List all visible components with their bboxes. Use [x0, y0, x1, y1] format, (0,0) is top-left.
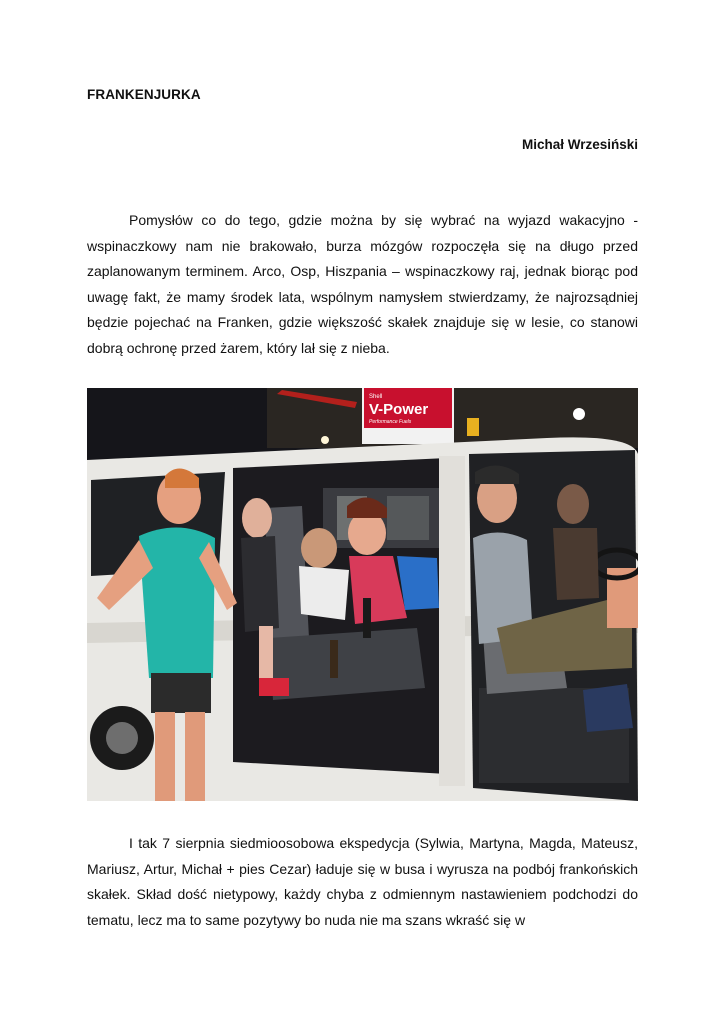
sign-subtext: Performance Fuels	[369, 419, 412, 425]
sign-brand: Shell	[369, 394, 383, 400]
author-name: Michał Wrzesiński	[521, 137, 638, 152]
sign-text: V-Power	[369, 401, 429, 418]
paragraph-intro: Pomysłów co do tego, gdzie można by się wybrać na wyjazd wakacyjno - wspinaczkowy nam nie brakowało, burza mózgów rozpoczęła się na długo przed zaplanowanym terminem. Arco, Osp, Hiszpania – wspinaczkowy raj, jednak biorąc pod uwagę fakt, że mamy środek lata, wspólnym namysłem stwierdzamy, że najrozsądniej będzie pojechać na Franken, gdzie większość skałek znajduje się w lesie, co stanowi dobrą ochronę przed żarem, który lał się z nieba.	[87, 212, 638, 356]
group-photo-van	[87, 388, 638, 801]
paragraph-expedition: I tak 7 sierpnia siedmioosobowa ekspedycja (Sylwia, Martyna, Magda, Mateusz, Mariusz, Artur, Michał + pies Cezar) ładuje się w busa i wyrusza na podbój frankońskich skałek. Skład dość nietypowy, każdy chyba z odmiennym nastawieniem podchodzi do tematu, lecz ma to same pozytywy bo nuda nie ma szans wkraść się w	[87, 835, 638, 928]
document-title: FRANKENJURKA	[87, 87, 201, 102]
